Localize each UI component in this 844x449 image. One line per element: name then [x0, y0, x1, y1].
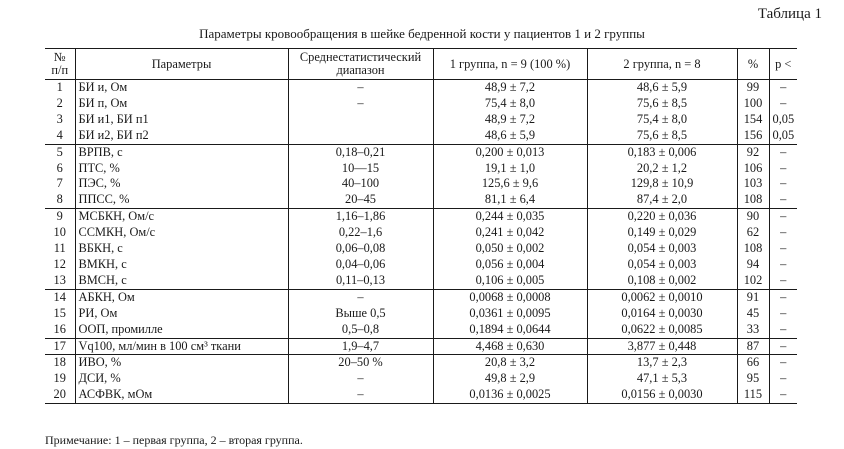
cell-range: 0,04–0,06	[288, 257, 433, 273]
cell-group1: 0,0361 ± 0,0095	[433, 306, 587, 322]
cell-number: 13	[53, 272, 66, 287]
cell-group1: 0,056 ± 0,004	[433, 257, 587, 273]
cell-group2: 0,0156 ± 0,0030	[587, 387, 737, 403]
cell-group1: 75,4 ± 8,0	[433, 96, 587, 112]
cell-percent: 108	[737, 241, 769, 257]
cell-group2: 20,2 ± 1,2	[587, 161, 737, 177]
cell-group1: 125,6 ± 9,6	[433, 176, 587, 192]
cell-group2: 47,1 ± 5,3	[587, 371, 737, 387]
cell-p: –	[769, 322, 797, 338]
cell-parameter: ВМКН, с	[75, 257, 288, 273]
cell-percent: 94	[737, 257, 769, 273]
cell-p: –	[769, 161, 797, 177]
cell-percent: 87	[737, 338, 769, 355]
cell-group1: 49,8 ± 2,9	[433, 371, 587, 387]
cell-group1: 0,050 ± 0,002	[433, 241, 587, 257]
cell-group1: 0,106 ± 0,005	[433, 273, 587, 289]
cell-p: –	[769, 338, 797, 355]
cell-p: 0,05	[769, 128, 797, 144]
cell-parameter: БИ и, Ом	[75, 80, 288, 96]
cell-range: 20–45	[288, 192, 433, 208]
cell-parameter: ДСИ, %	[75, 371, 288, 387]
cell-number: 10	[53, 225, 66, 240]
cell-number: 16	[53, 321, 66, 336]
cell-number: 7	[56, 176, 63, 191]
cell-group1: 0,0068 ± 0,0008	[433, 289, 587, 305]
cell-percent: 103	[737, 176, 769, 192]
cell-number: 6	[56, 160, 63, 175]
cell-range: –	[288, 387, 433, 403]
table-row	[45, 289, 797, 305]
cell-percent: 62	[737, 225, 769, 241]
table-row	[45, 371, 797, 387]
cell-p: –	[769, 241, 797, 257]
cell-group1: 0,244 ± 0,035	[433, 209, 587, 225]
cell-parameter: Vq100, мл/мин в 100 см³ ткани	[75, 338, 288, 355]
cell-group2: 3,877 ± 0,448	[587, 338, 737, 355]
cell-percent: 100	[737, 96, 769, 112]
cell-parameter: ССМКН, Ом/с	[75, 225, 288, 241]
cell-number: 8	[56, 192, 63, 207]
cell-group2: 0,054 ± 0,003	[587, 257, 737, 273]
cell-group1: 81,1 ± 6,4	[433, 192, 587, 208]
cell-parameter: ООП, промилле	[75, 322, 288, 338]
cell-number: 9	[45, 209, 75, 225]
cell-p: –	[769, 306, 797, 322]
cell-group1: 0,200 ± 0,013	[433, 144, 587, 160]
table-row	[45, 355, 797, 371]
cell-percent: 91	[737, 289, 769, 305]
cell-group1: 48,6 ± 5,9	[433, 128, 587, 144]
cell-group2: 0,0622 ± 0,0085	[587, 322, 737, 338]
cell-p: –	[769, 192, 797, 208]
table-row	[45, 161, 797, 177]
cell-p: –	[769, 209, 797, 225]
cell-number: 18	[45, 355, 75, 371]
cell-percent: 66	[737, 355, 769, 371]
cell-number: 5	[45, 144, 75, 160]
cell-range: 0,06–0,08	[288, 241, 433, 257]
table-note: Примечание: 1 – первая группа, 2 – вторая группа.	[45, 433, 303, 447]
cell-range: 0,5–0,8	[288, 322, 433, 338]
cell-parameter: МСБКН, Ом/с	[75, 209, 288, 225]
cell-percent: 95	[737, 371, 769, 387]
cell-group1: 0,241 ± 0,042	[433, 225, 587, 241]
cell-group2: 129,8 ± 10,9	[587, 176, 737, 192]
cell-range: 0,18–0,21	[288, 144, 433, 160]
cell-p: –	[769, 289, 797, 305]
cell-p: –	[769, 176, 797, 192]
col-header-range-line2: диапазон	[336, 63, 385, 77]
cell-group2: 0,0164 ± 0,0030	[587, 306, 737, 322]
cell-number: 4	[56, 127, 63, 142]
cell-group1: 4,468 ± 0,630	[433, 338, 587, 355]
table-header-row	[45, 49, 797, 80]
table-row	[45, 192, 797, 208]
table-row	[45, 273, 797, 289]
cell-range: –	[288, 289, 433, 305]
cell-group1: 20,8 ± 3,2	[433, 355, 587, 371]
col-header-params: Параметры	[75, 49, 288, 80]
cell-number: 3	[56, 111, 63, 126]
table-caption: Параметры кровообращения в шейке бедренной кости у пациентов 1 и 2 группы	[199, 26, 645, 41]
cell-percent: 92	[737, 144, 769, 160]
cell-group2: 13,7 ± 2,3	[587, 355, 737, 371]
col-header-range	[288, 49, 433, 80]
cell-parameter: АБКН, Ом	[75, 289, 288, 305]
cell-p: 0,05	[769, 112, 797, 128]
cell-range	[288, 128, 433, 144]
cell-range: Выше 0,5	[288, 306, 433, 322]
table-row	[45, 387, 797, 403]
table-row	[45, 257, 797, 273]
cell-parameter: ИВО, %	[75, 355, 288, 371]
cell-percent: 102	[737, 273, 769, 289]
table-row	[45, 128, 797, 144]
cell-group2: 0,220 ± 0,036	[587, 209, 737, 225]
cell-parameter: ППСС, %	[75, 192, 288, 208]
cell-percent: 154	[737, 112, 769, 128]
col-header-group1: 1 группа, n = 9 (100 %)	[433, 49, 587, 80]
cell-group2: 0,054 ± 0,003	[587, 241, 737, 257]
cell-percent: 33	[737, 322, 769, 338]
cell-p: –	[769, 257, 797, 273]
cell-group2: 48,6 ± 5,9	[587, 80, 737, 96]
cell-parameter: РИ, Ом	[75, 306, 288, 322]
cell-percent: 115	[737, 387, 769, 403]
cell-number: 20	[45, 387, 75, 403]
cell-parameter: БИ и2, БИ п2	[75, 128, 288, 144]
cell-range: –	[288, 80, 433, 96]
cell-range: 1,16–1,86	[288, 209, 433, 225]
cell-group1: 48,9 ± 7,2	[433, 112, 587, 128]
cell-parameter: АСФВК, мОм	[75, 387, 288, 403]
table-row	[45, 241, 797, 257]
cell-group2: 0,149 ± 0,029	[587, 225, 737, 241]
col-header-percent: %	[737, 49, 769, 80]
parameters-table	[45, 48, 797, 404]
cell-group1: 0,1894 ± 0,0644	[433, 322, 587, 338]
cell-number: 2	[56, 95, 63, 110]
cell-parameter: ПТС, %	[75, 161, 288, 177]
table-row	[45, 306, 797, 322]
cell-group2: 0,0062 ± 0,0010	[587, 289, 737, 305]
table-row	[45, 80, 797, 96]
cell-range: 10—15	[288, 161, 433, 177]
cell-p: –	[769, 371, 797, 387]
table-row	[45, 112, 797, 128]
table-row	[45, 144, 797, 160]
cell-range: 20–50 %	[288, 355, 433, 371]
cell-parameter: БИ п, Ом	[75, 96, 288, 112]
table-row	[45, 338, 797, 355]
cell-group2: 0,183 ± 0,006	[587, 144, 737, 160]
cell-range: 0,11–0,13	[288, 273, 433, 289]
cell-number: 11	[53, 241, 66, 256]
cell-p: –	[769, 144, 797, 160]
cell-parameter: ВМСН, с	[75, 273, 288, 289]
cell-number: 17	[45, 338, 75, 355]
cell-parameter: ВРПВ, с	[75, 144, 288, 160]
table-label: Таблица 1	[757, 6, 822, 22]
cell-range: 40–100	[288, 176, 433, 192]
cell-percent: 90	[737, 209, 769, 225]
cell-percent: 99	[737, 80, 769, 96]
table-row	[45, 96, 797, 112]
col-header-group2: 2 группа, n = 8	[587, 49, 737, 80]
cell-range: –	[288, 371, 433, 387]
cell-number: 15	[53, 305, 66, 320]
cell-group1: 48,9 ± 7,2	[433, 80, 587, 96]
cell-percent: 45	[737, 306, 769, 322]
cell-p: –	[769, 273, 797, 289]
cell-parameter: БИ и1, БИ п1	[75, 112, 288, 128]
cell-range: 0,22–1,6	[288, 225, 433, 241]
cell-parameter: ПЭС, %	[75, 176, 288, 192]
table-row	[45, 176, 797, 192]
cell-p: –	[769, 225, 797, 241]
cell-number: 14	[45, 289, 75, 305]
cell-group2: 0,108 ± 0,002	[587, 273, 737, 289]
cell-group2: 75,6 ± 8,5	[587, 96, 737, 112]
cell-number: 19	[53, 371, 66, 386]
col-header-p: p <	[769, 49, 797, 80]
cell-p: –	[769, 96, 797, 112]
cell-range: –	[288, 96, 433, 112]
table-row	[45, 322, 797, 338]
cell-p: –	[769, 80, 797, 96]
cell-number: 12	[53, 256, 66, 271]
cell-range	[288, 112, 433, 128]
cell-percent: 108	[737, 192, 769, 208]
cell-percent: 156	[737, 128, 769, 144]
table-body	[45, 80, 797, 404]
cell-p: –	[769, 355, 797, 371]
cell-group1: 19,1 ± 1,0	[433, 161, 587, 177]
cell-range: 1,9–4,7	[288, 338, 433, 355]
cell-group1: 0,0136 ± 0,0025	[433, 387, 587, 403]
table-row	[45, 209, 797, 225]
col-header-number-line2: п/п	[51, 63, 69, 77]
col-header-number-line1: №	[53, 50, 66, 64]
cell-group2: 75,4 ± 8,0	[587, 112, 737, 128]
col-header-range-line1: Среднестатистический	[299, 50, 422, 64]
cell-percent: 106	[737, 161, 769, 177]
cell-group2: 87,4 ± 2,0	[587, 192, 737, 208]
table-row	[45, 225, 797, 241]
cell-number: 1	[56, 80, 63, 94]
cell-parameter: ВБКН, с	[75, 241, 288, 257]
col-header-number	[45, 49, 75, 80]
cell-p: –	[769, 387, 797, 403]
cell-group2: 75,6 ± 8,5	[587, 128, 737, 144]
